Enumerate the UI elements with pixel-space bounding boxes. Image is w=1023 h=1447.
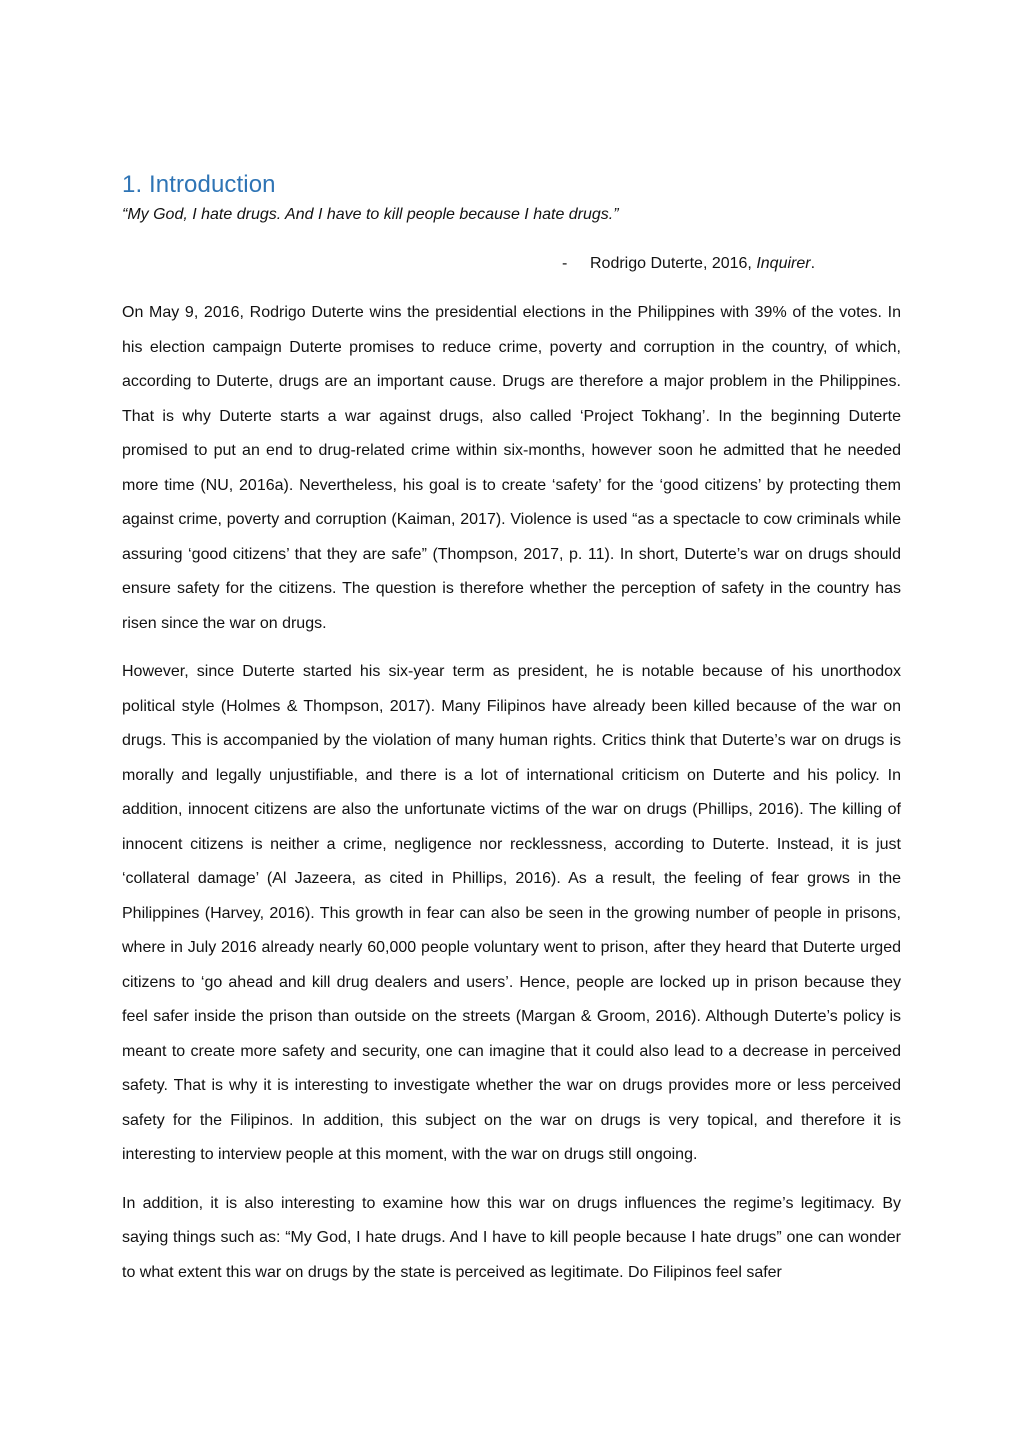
attribution-end: . xyxy=(810,255,816,272)
epigraph-quote: “My God, I hate drugs. And I have to kill people because I hate drugs.” xyxy=(122,206,619,223)
paragraph-2: However, since Duterte started his six-year term as president, he is notable because of his unorthodox political style (Holmes & Thompson, 2017). Many Filipinos have already been killed because of the war on drugs. This is accompanied by the violation of many human rights. Critics think that Duterte’s war on drugs is morally and legally unjustifiable, and there is a lot of international criticism on Duterte and his policy. In addition, innocent citizens are also the unfortunate victims of the war on drugs (Phillips, 2016). The killing of innocent citizens is neither a crime, negligence nor recklessness, according to Duterte. Instead, it is just ‘collateral damage’ (Al Jazeera, as cited in Phillips, 2016). As a result, the feeling of fear grows in the Philippines (Harvey, 2016). This growth in fear can also be seen in the growing number of people in prisons, where in July 2016 already nearly 60,000 people voluntary went to prison, after they heard that Duterte urged citizens to ‘go ahead and kill drug dealers and users’. Hence, people are locked up in prison because they feel safer inside the prison than outside on the streets (Margan & Groom, 2016). Although Duterte’s policy is meant to create more safety and security, one can imagine that it could also lead to a decrease in perceived safety. That is why it is interesting to investigate whether the war on drugs provides more or less perceived safety for the Filipinos. In addition, this subject on the war on drugs is very topical, and therefore it is interesting to interview people at this moment, with the war on drugs still ongoing. xyxy=(122,663,901,1163)
attribution-text: Rodrigo Duterte, 2016, xyxy=(590,255,757,272)
page-content xyxy=(122,167,901,1290)
section-heading: 1. Introduction xyxy=(122,171,276,198)
paragraph-3: In addition, it is also interesting to examine how this war on drugs influences the regime’s legitimacy. By saying things such as: “My God, I hate drugs. And I have to kill people because I hate drugs” one can wonder to what extent this war on drugs by the state is perceived as legitimate. Do Filipinos feel safer xyxy=(122,1194,901,1281)
attribution-dash: - xyxy=(562,255,568,272)
paragraph-1: On May 9, 2016, Rodrigo Duterte wins the presidential elections in the Philippines with 39% of the votes. In his election campaign Duterte promises to reduce crime, poverty and corruption in the country, of which, according to Duterte, drugs are an important cause. Drugs are therefore a major problem in the Philippines. That is why Duterte starts a war against drugs, also called ‘Project Tokhang’. In the beginning Duterte promised to put an end to drug-related crime within six-months, however soon he admitted that he needed more time (NU, 2016a). Nevertheless, his goal is to create ‘safety’ for the ‘good citizens’ by protecting them against crime, poverty and corruption (Kaiman, 2017). Violence is used “as a spectacle to cow criminals while assuring ‘good citizens’ that they are safe” (Thompson, 2017, p. 11). In short, Duterte’s war on drugs should ensure safety for the citizens. The question is therefore whether the perception of safety in the country has risen since the war on drugs. xyxy=(122,304,901,632)
quote-attribution xyxy=(122,251,901,277)
attribution-source: Inquirer xyxy=(756,255,811,272)
